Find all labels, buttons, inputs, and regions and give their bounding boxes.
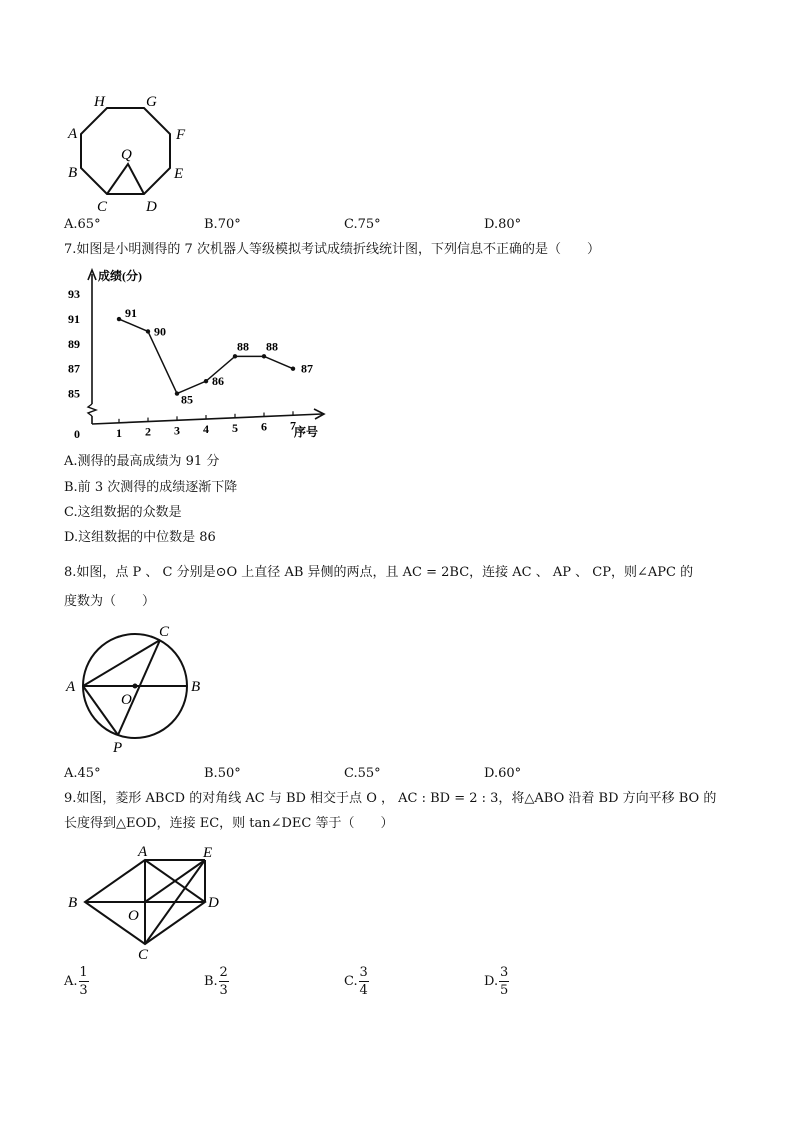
label-H: H: [94, 94, 105, 110]
rhombus-figure: [60, 840, 240, 964]
data-point: [204, 379, 208, 383]
y-axis-label: 成绩(分): [98, 269, 142, 283]
label-B: B: [68, 895, 78, 911]
chart-axes: [74, 268, 324, 441]
data-point: [262, 354, 266, 358]
q6-option-d: D.80°: [484, 217, 522, 232]
fraction: $\frac{3}{5}$: [499, 965, 509, 998]
label-A: A: [68, 126, 78, 142]
y-tick-label: 87: [68, 361, 80, 376]
q8-stem-line1: 8.如图，点 P 、 C 分别是⊙O 上直径 AB 异侧的两点，且 AC = 2BC，连接 AC 、 AP 、 CP，则∠APC 的: [64, 565, 694, 580]
chord-cp: [118, 640, 160, 735]
label-P: P: [113, 740, 123, 756]
label-O: O: [128, 908, 139, 924]
x-tick-label: 5: [232, 420, 238, 435]
x-tick-label: 2: [145, 424, 151, 439]
data-label: 88: [266, 339, 278, 354]
q8-option-c: C.55°: [344, 766, 381, 781]
x-tick-label: 7: [290, 418, 296, 433]
label-A: A: [66, 679, 76, 695]
center-dot: [133, 684, 138, 689]
q9-option-b: B. $\frac{2}{3}$: [204, 965, 228, 998]
label-Q: Q: [121, 147, 132, 163]
chart-data-labels: [125, 306, 313, 407]
q9-option-c: C. $\frac{3}{4}$: [344, 965, 368, 998]
label-B: B: [191, 679, 201, 695]
data-point: [117, 317, 121, 321]
q7-option-b: B.前 3 次测得的成绩逐渐下降: [64, 480, 238, 495]
octagon-figure: [60, 88, 200, 216]
q8-stem-line2: 度数为（ ）: [64, 594, 156, 609]
fraction: $\frac{2}{3}$: [219, 965, 228, 998]
x-tick-label: 3: [174, 423, 180, 438]
q6-option-a: A.65°: [64, 217, 101, 232]
score-line-chart: [60, 266, 340, 446]
data-label: 87: [301, 361, 313, 376]
y-tick-label: 93: [68, 287, 80, 302]
data-point: [175, 391, 179, 395]
x-axis-label: 序号: [294, 425, 319, 439]
q8-option-d: D.60°: [484, 766, 522, 781]
label-D: D: [208, 895, 219, 911]
q7-option-a: A.测得的最高成绩为 91 分: [64, 454, 220, 469]
x-tick-label: 4: [203, 422, 209, 437]
circle-figure: [60, 618, 220, 758]
data-label: 88: [237, 339, 249, 354]
label-C: C: [97, 199, 108, 215]
label-C: C: [138, 947, 149, 963]
label-B: B: [68, 165, 78, 181]
y-tick-label: 89: [68, 336, 80, 351]
fraction: $\frac{1}{3}$: [79, 965, 88, 998]
chart-series: [117, 317, 295, 396]
label-A: A: [138, 844, 148, 860]
data-label: 85: [181, 392, 193, 407]
y-tick-label: 91: [68, 312, 80, 327]
q7-stem: 7.如图是小明测得的 7 次机器人等级模拟考试成绩折线统计图，下列信息不正确的是（ ）: [64, 242, 600, 257]
q9-stem-line2: 长度得到△EOD，连接 EC，则 tan∠DEC 等于（ ）: [64, 816, 394, 831]
triangle-cdq: [107, 164, 144, 194]
label-D: D: [146, 199, 157, 215]
q8-option-a: A.45°: [64, 766, 101, 781]
data-point: [146, 329, 150, 333]
q7-option-c: C.这组数据的众数是: [64, 505, 182, 520]
data-label: 90: [154, 324, 166, 339]
x-tick-label: 1: [116, 425, 122, 440]
fraction: $\frac{3}{4}$: [359, 965, 368, 998]
data-label: 86: [212, 374, 224, 389]
label-F: F: [176, 127, 186, 143]
label-C: C: [159, 624, 170, 640]
y-tick-label: 85: [68, 386, 80, 401]
q6-option-b: B.70°: [204, 217, 241, 232]
q9-stem-line1: 9.如图，菱形 ABCD 的对角线 AC 与 BD 相交于点 O ， AC : BD = 2 : 3，将△ABO 沿着 BD 方向平移 BO 的: [64, 791, 717, 806]
label-G: G: [146, 94, 157, 110]
q7-option-d: D.这组数据的中位数是 86: [64, 530, 216, 545]
origin-label: 0: [74, 427, 80, 441]
chord-ac: [83, 640, 160, 686]
label-O: O: [121, 692, 132, 708]
label-E: E: [203, 845, 213, 861]
data-label: 91: [125, 306, 137, 321]
q8-option-b: B.50°: [204, 766, 241, 781]
data-point: [233, 354, 237, 358]
data-point: [291, 367, 295, 371]
label-E: E: [174, 166, 184, 182]
q9-option-a: A. $\frac{1}{3}$: [64, 965, 88, 998]
x-tick-label: 6: [261, 419, 267, 434]
q9-option-d: D. $\frac{3}{5}$: [484, 965, 509, 998]
q6-option-c: C.75°: [344, 217, 381, 232]
axis-break: [88, 404, 96, 416]
